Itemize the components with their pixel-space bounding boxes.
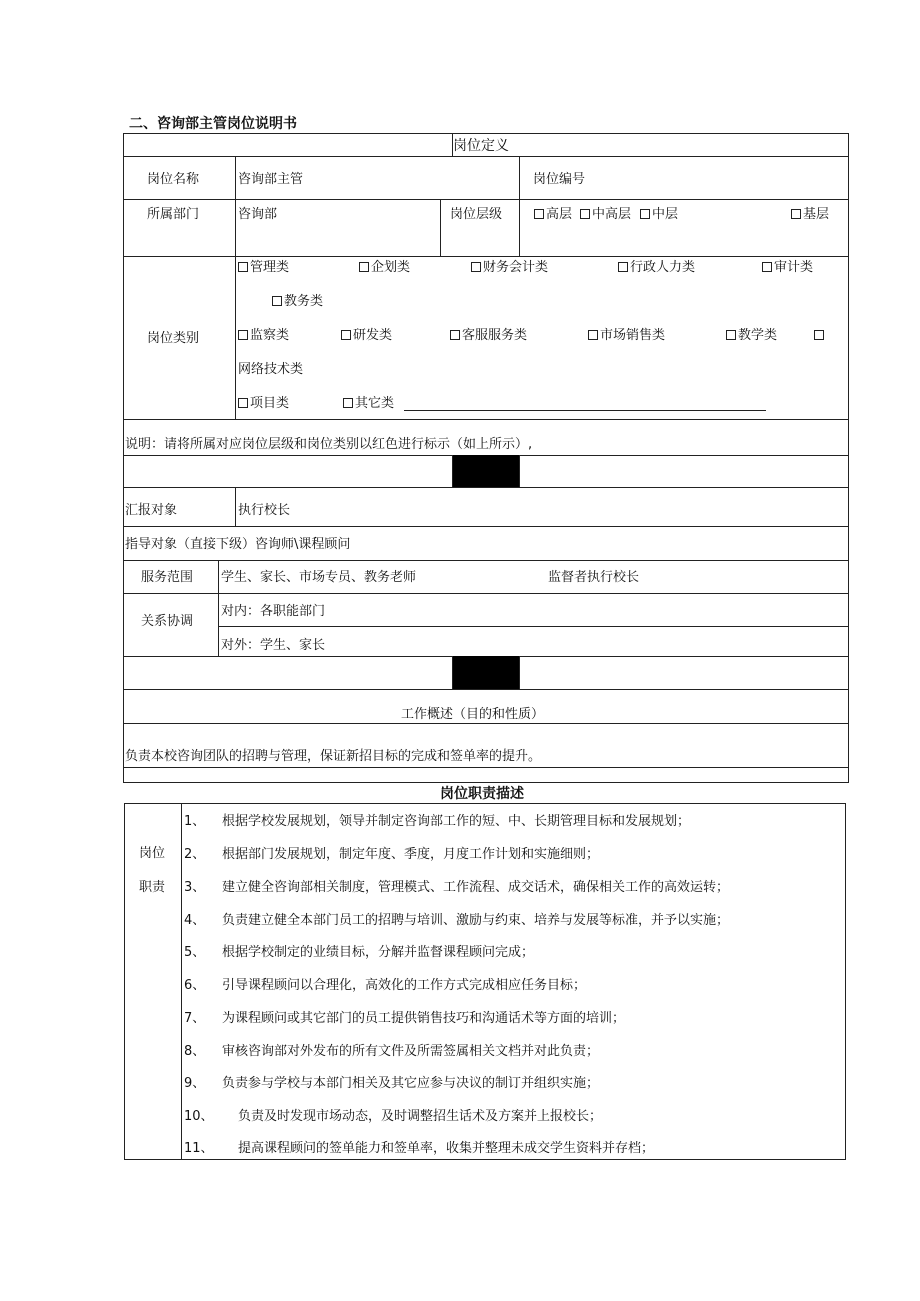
section-header: 岗位定义 [453,138,509,154]
duties-side-label-2: 职责 [139,880,166,895]
duty-number: 10、 [184,1109,214,1124]
table-divider [440,199,441,256]
checkbox-icon [580,209,590,219]
duties-side-label-1: 岗位 [139,846,166,861]
service-scope-value: 学生、家长、市场专员、教务老师 [221,570,417,585]
duty-text: 根据学校制定的业绩目标，分解并监督课程顾问完成； [222,945,535,960]
checkbox-icon [640,209,650,219]
position-name-label: 岗位名称 [147,172,200,187]
table-divider [123,419,849,420]
category-other[interactable]: 其它类 [343,397,394,410]
table-divider [123,689,849,690]
duty-text: 负责及时发现市场动态，及时调整招生话术及方案并上报校长； [238,1109,603,1124]
checkbox-icon [471,262,481,272]
checkbox-icon [791,209,801,219]
duty-text: 建立健全咨询部相关制度，管理模式、工作流程、成交话术，确保相关工作的高效运转； [222,880,730,895]
table-border [848,133,849,782]
duty-text: 引导课程顾问以合理化，高效化的工作方式完成相应任务目标； [222,978,587,993]
level-option-upper-middle[interactable]: 中高层 [580,208,631,221]
duty-number: 6、 [184,978,206,993]
table-divider [123,199,849,200]
duty-text: 负责参与学校与本部门相关及其它应参与决议的制订并组织实施； [222,1076,600,1091]
category-teaching[interactable]: 教学类 [726,329,777,342]
table-divider [123,723,849,724]
duty-text: 根据部门发展规划，制定年度、季度，月度工作计划和实施细则； [222,847,600,862]
checkbox-icon [618,262,628,272]
relations-internal: 对内：各职能部门 [221,604,326,619]
category-rd[interactable]: 研发类 [341,329,392,342]
level-option-base[interactable]: 基层 [791,208,829,221]
duty-number: 5、 [184,945,206,960]
checkbox-icon [238,398,248,408]
category-marketing-sales[interactable]: 市场销售类 [588,329,665,342]
redaction-block [453,656,519,689]
table-border [124,803,125,1160]
category-customer-service[interactable]: 客服服务类 [450,329,527,342]
level-option-middle[interactable]: 中层 [640,208,678,221]
subordinates-text: 指导对象（直接下级）咨询师\课程顾问 [125,537,351,552]
category-network-tech[interactable] [814,329,826,342]
level-option-senior[interactable]: 高层 [534,208,572,221]
supervisor-text: 监督者执行校长 [548,570,640,585]
category-planning[interactable]: 企划类 [359,261,410,274]
table-divider [123,560,849,561]
table-divider [123,593,849,594]
duty-text: 审核咨询部对外发布的所有文件及所需签属相关文档并对此负责； [222,1044,600,1059]
checkbox-icon [341,330,351,340]
duty-text: 根据学校发展规划，领导并制定咨询部工作的短、中、长期管理目标和发展规划； [222,814,691,829]
table-divider [123,767,849,768]
overview-text: 负责本校咨询团队的招聘与管理，保证新招目标的完成和签单率的提升。 [125,749,542,764]
instruction-note: 说明：请将所属对应岗位层级和岗位类别以红色进行标示（如上所示）, [125,437,533,452]
table-border [124,803,846,804]
overview-header: 工作概述（目的和性质） [401,707,545,722]
table-border [123,782,849,783]
duty-number: 2、 [184,847,206,862]
duty-number: 7、 [184,1011,206,1026]
checkbox-icon [814,330,824,340]
checkbox-icon [762,262,772,272]
category-academic[interactable]: 教务类 [272,295,323,308]
other-category-fill-line[interactable] [404,410,766,411]
department-value: 咨询部 [238,207,278,222]
document-title: 二、咨询部主管岗位说明书 [129,116,297,132]
relations-label: 关系协调 [141,614,194,629]
duty-number: 4、 [184,913,206,928]
category-audit[interactable]: 审计类 [762,261,813,274]
checkbox-icon [238,262,248,272]
redaction-block [453,455,519,487]
checkbox-icon [238,330,248,340]
table-divider [519,656,520,689]
checkbox-icon [588,330,598,340]
report-to-value: 执行校长 [238,503,291,518]
table-divider [123,526,849,527]
table-divider [123,256,849,257]
duty-number: 3、 [184,880,206,895]
position-name-value: 咨询部主管 [238,172,304,187]
category-finance[interactable]: 财务会计类 [471,261,548,274]
table-divider [123,156,849,157]
table-divider [218,560,219,656]
checkbox-icon [450,330,460,340]
table-border [123,133,124,782]
category-management[interactable]: 管理类 [238,261,289,274]
table-divider [181,803,182,1160]
duty-text: 为课程顾问或其它部门的员工提供销售技巧和沟通话术等方面的培训； [222,1011,626,1026]
duty-number: 9、 [184,1076,206,1091]
table-divider [519,156,520,256]
duty-number: 1、 [184,814,206,829]
duty-number: 8、 [184,1044,206,1059]
category-project[interactable]: 项目类 [238,397,289,410]
duty-number: 11、 [184,1141,214,1156]
service-scope-label: 服务范围 [141,570,194,585]
category-label: 岗位类别 [147,331,200,346]
department-label: 所属部门 [147,207,200,222]
table-divider [235,487,236,526]
position-number-label: 岗位编号 [533,172,586,187]
duties-header: 岗位职责描述 [440,786,524,802]
table-border [124,1159,846,1160]
report-to-label: 汇报对象 [125,503,178,518]
level-label: 岗位层级 [450,207,503,222]
table-divider [519,455,520,487]
duty-text: 提高课程顾问的签单能力和签单率，收集并整理未成交学生资料并存档； [238,1141,655,1156]
category-supervision[interactable]: 监察类 [238,329,289,342]
category-network-tech-label: 网络技术类 [238,362,304,377]
table-divider [218,626,849,627]
table-divider [123,487,849,488]
checkbox-icon [272,296,282,306]
relations-external: 对外：学生、家长 [221,638,326,653]
category-hr[interactable]: 行政人力类 [618,261,695,274]
duty-text: 负责建立健全本部门员工的招聘与培训、激励与约束、培养与发展等标准，并予以实施； [222,913,730,928]
checkbox-icon [343,398,353,408]
table-border [845,803,846,1160]
checkbox-icon [726,330,736,340]
table-divider [235,156,236,419]
table-border [123,133,849,134]
checkbox-icon [534,209,544,219]
checkbox-icon [359,262,369,272]
